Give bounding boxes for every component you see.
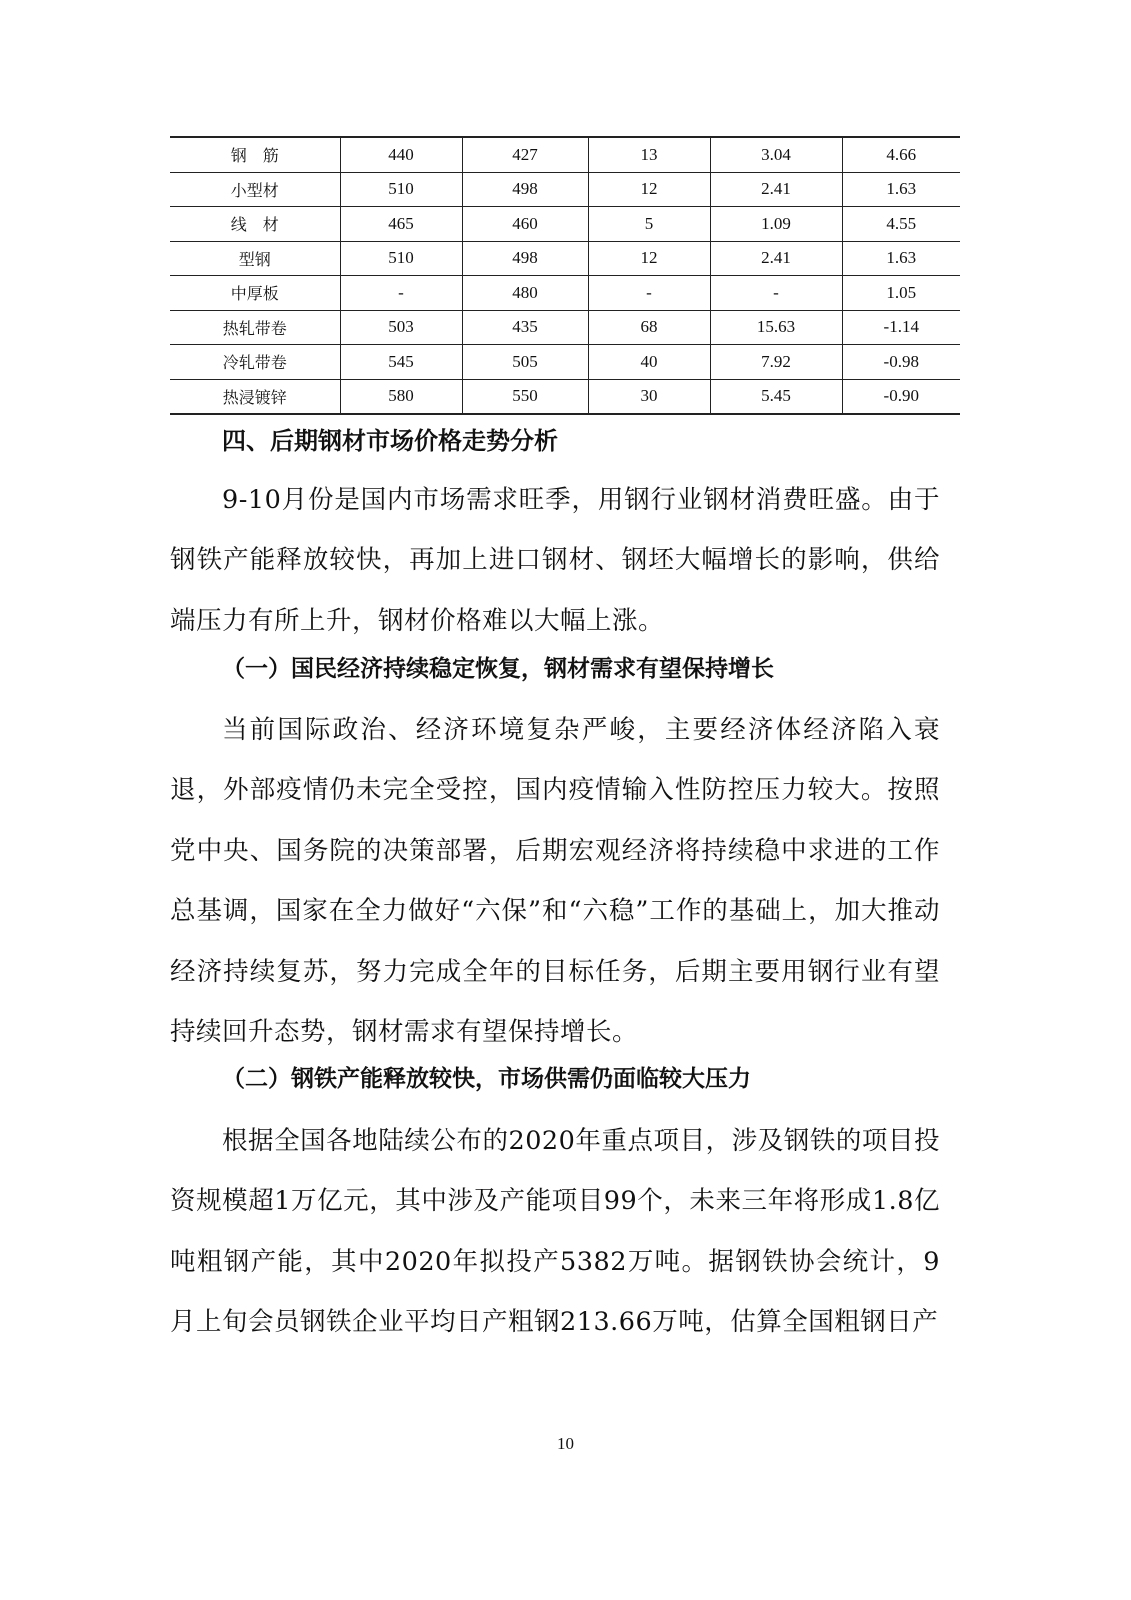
product-name-cell: 热浸镀锌 (170, 379, 340, 414)
table-cell: -0.90 (842, 379, 960, 414)
table-row (170, 379, 960, 414)
table-cell: 5.45 (710, 379, 842, 414)
table-row (170, 172, 960, 207)
table-cell: - (710, 276, 842, 311)
table-cell: 505 (462, 345, 588, 380)
product-name-cell: 线 材 (170, 207, 340, 242)
table-cell: 5 (588, 207, 710, 242)
section-heading: 四、后期钢材市场价格走势分析 (222, 427, 558, 455)
table-cell: 15.63 (710, 310, 842, 345)
table-cell: - (340, 276, 462, 311)
table-cell: 510 (340, 241, 462, 276)
subsection-heading-2: （二）钢铁产能释放较快，市场供需仍面临较大压力 (222, 1065, 751, 1092)
table-cell: 440 (340, 137, 462, 172)
table-cell: 580 (340, 379, 462, 414)
table-cell: 12 (588, 172, 710, 207)
table-cell: 2.41 (710, 241, 842, 276)
table-cell: 1.63 (842, 172, 960, 207)
table-cell: 550 (462, 379, 588, 414)
table-row (170, 137, 960, 172)
table-cell: 68 (588, 310, 710, 345)
table-cell: 40 (588, 345, 710, 380)
table-row (170, 310, 960, 345)
table-cell: 13 (588, 137, 710, 172)
table-cell: 465 (340, 207, 462, 242)
product-name-cell: 型钢 (170, 241, 340, 276)
table-row (170, 207, 960, 242)
table-cell: 4.66 (842, 137, 960, 172)
intro-paragraph: 9-10月份是国内市场需求旺季，用钢行业钢材消费旺盛。由于钢铁产能释放较快，再加上进口钢材、钢坯大幅增长的影响，供给端压力有所上升，钢材价格难以大幅上涨。 (170, 485, 940, 636)
table-cell: 503 (340, 310, 462, 345)
table-cell: -0.98 (842, 345, 960, 380)
table-cell: 3.04 (710, 137, 842, 172)
table-cell: 498 (462, 241, 588, 276)
table-cell: 498 (462, 172, 588, 207)
page-number: 10 (557, 1434, 574, 1453)
table-cell: 1.63 (842, 241, 960, 276)
table-cell: 480 (462, 276, 588, 311)
table-row (170, 241, 960, 276)
table-cell: - (588, 276, 710, 311)
table-row (170, 345, 960, 380)
product-name-cell: 冷轧带卷 (170, 345, 340, 380)
steel-price-table (170, 136, 960, 415)
table-cell: -1.14 (842, 310, 960, 345)
product-name-cell: 中厚板 (170, 276, 340, 311)
table-cell: 435 (462, 310, 588, 345)
table-cell: 2.41 (710, 172, 842, 207)
table-row (170, 276, 960, 311)
table-cell: 30 (588, 379, 710, 414)
subsection-paragraph-1: 当前国际政治、经济环境复杂严峻，主要经济体经济陷入衰退，外部疫情仍未完全受控，国内疫情输入性防控压力较大。按照党中央、国务院的决策部署，后期宏观经济将持续稳中求进的工作总基调，国家在全力做好“六保”和“六稳”工作的基础上，加大推动经济持续复苏，努力完成全年的目标任务，后期主要用钢行业有望持续回升态势，钢材需求有望保持增长。 (170, 715, 940, 1048)
table-cell: 7.92 (710, 345, 842, 380)
subsection-heading-1: （一）国民经济持续稳定恢复，钢材需求有望保持增长 (222, 655, 774, 682)
table-cell: 460 (462, 207, 588, 242)
table-cell: 1.09 (710, 207, 842, 242)
table-cell: 427 (462, 137, 588, 172)
subsection-paragraph-2: 根据全国各地陆续公布的2020年重点项目，涉及钢铁的项目投资规模超1万亿元，其中涉及产能项目99个，未来三年将形成1.8亿吨粗钢产能，其中2020年拟投产5382万吨。据钢铁协会统计，9月上旬会员钢铁企业平均日产粗钢213.66万吨，估算全国粗钢日产 (170, 1126, 940, 1338)
product-name-cell: 热轧带卷 (170, 310, 340, 345)
table-cell: 4.55 (842, 207, 960, 242)
table-cell: 1.05 (842, 276, 960, 311)
product-name-cell: 钢 筋 (170, 137, 340, 172)
product-name-cell: 小型材 (170, 172, 340, 207)
table-cell: 545 (340, 345, 462, 380)
table-cell: 12 (588, 241, 710, 276)
table-cell: 510 (340, 172, 462, 207)
